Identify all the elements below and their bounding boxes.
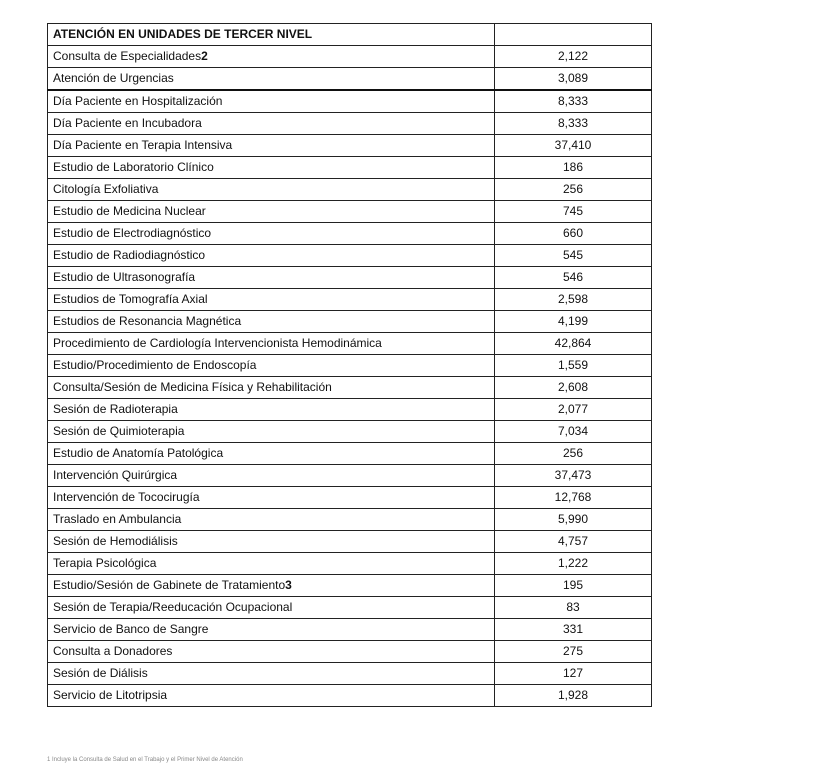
row-label: Procedimiento de Cardiología Intervencionista Hemodinámica [53,336,382,350]
table-row [48,201,652,223]
row-label-cell [48,135,495,157]
row-value: 186 [495,157,652,179]
row-label: Estudios de Tomografía Axial [53,292,208,306]
row-label-cell [48,531,495,553]
row-label: Estudio de Laboratorio Clínico [53,160,214,174]
row-label-cell [48,619,495,641]
table-row [48,113,652,135]
table-row [48,90,652,113]
table-row [48,157,652,179]
row-label-cell [48,465,495,487]
table-row [48,46,652,68]
row-label: Consulta/Sesión de Medicina Física y Rehabilitación [53,380,332,394]
row-value: 5,990 [495,509,652,531]
row-label-cell [48,223,495,245]
row-label: Sesión de Diálisis [53,666,148,680]
table-row [48,575,652,597]
table-row [48,377,652,399]
row-label-cell [48,355,495,377]
row-label-cell [48,179,495,201]
table-row [48,487,652,509]
row-label-cell [48,46,495,68]
table-row [48,68,652,91]
row-value: 3,089 [495,68,652,91]
row-value: 256 [495,443,652,465]
row-value: 83 [495,597,652,619]
table-header-row [48,24,652,46]
row-label: Estudio de Radiodiagnóstico [53,248,206,262]
row-value: 195 [495,575,652,597]
row-label-cell [48,113,495,135]
row-label-cell [48,90,495,113]
row-label: Sesión de Terapia/Reeducación Ocupacional [53,600,293,614]
row-label-cell [48,685,495,707]
row-label: Estudio/Procedimiento de Endoscopía [53,358,257,372]
row-value: 127 [495,663,652,685]
row-label-cell [48,575,495,597]
table-row [48,641,652,663]
table-row [48,267,652,289]
table-row [48,663,652,685]
row-label: Citología Exfoliativa [53,182,159,196]
table-row [48,553,652,575]
table-row [48,333,652,355]
row-value: 1,928 [495,685,652,707]
row-value: 1,222 [495,553,652,575]
row-label: Sesión de Radioterapia [53,402,178,416]
row-label-cell [48,641,495,663]
table-header-value [495,24,652,46]
row-value: 8,333 [495,90,652,113]
row-label: Intervención de Tococirugía [53,490,200,504]
row-value: 256 [495,179,652,201]
row-label-cell [48,201,495,223]
row-label-cell [48,421,495,443]
tariff-table [47,23,652,707]
row-label: Intervención Quirúrgica [53,468,178,482]
row-label: Sesión de Hemodiálisis [53,534,178,548]
row-label-cell [48,333,495,355]
table-row [48,311,652,333]
row-label-cell [48,487,495,509]
row-value: 331 [495,619,652,641]
row-label: Estudio de Electrodiagnóstico [53,226,212,240]
table-row [48,223,652,245]
footnote-marker: 3 [285,578,292,592]
table-row [48,443,652,465]
row-label-cell [48,399,495,421]
row-label: Día Paciente en Hospitalización [53,94,223,108]
row-label-cell [48,267,495,289]
row-label: Terapia Psicológica [53,556,157,570]
row-label: Estudio de Medicina Nuclear [53,204,206,218]
row-label: Día Paciente en Incubadora [53,116,202,130]
row-label: Atención de Urgencias [53,71,174,85]
row-label-cell [48,597,495,619]
table-row [48,597,652,619]
table-title: ATENCIÓN EN UNIDADES DE TERCER NIVEL [48,24,495,46]
row-value: 2,122 [495,46,652,68]
row-value: 745 [495,201,652,223]
row-value: 660 [495,223,652,245]
table-row [48,245,652,267]
row-label: Servicio de Litotripsia [53,688,168,702]
table-row [48,399,652,421]
row-value: 545 [495,245,652,267]
row-label-cell [48,509,495,531]
row-label-cell [48,377,495,399]
row-value: 37,410 [495,135,652,157]
row-label-cell [48,289,495,311]
table-row [48,619,652,641]
row-value: 546 [495,267,652,289]
table-row [48,509,652,531]
row-label: Estudios de Resonancia Magnética [53,314,242,328]
row-label: Sesión de Quimioterapia [53,424,185,438]
row-label: Día Paciente en Terapia Intensiva [53,138,233,152]
row-value: 275 [495,641,652,663]
row-value: 4,757 [495,531,652,553]
row-value: 42,864 [495,333,652,355]
table-row [48,685,652,707]
row-label-cell [48,443,495,465]
row-label: Estudio de Anatomía Patológica [53,446,224,460]
row-value: 12,768 [495,487,652,509]
row-label: Estudio/Sesión de Gabinete de Tratamiento [53,578,286,592]
table-row [48,355,652,377]
row-label: Estudio de Ultrasonografía [53,270,196,284]
row-value: 8,333 [495,113,652,135]
row-label-cell [48,663,495,685]
row-label-cell [48,311,495,333]
table-row [48,421,652,443]
tariff-table-container [47,23,651,707]
footnote-marker: 2 [201,49,208,63]
row-value: 2,608 [495,377,652,399]
row-label: Servicio de Banco de Sangre [53,622,209,636]
row-value: 2,598 [495,289,652,311]
table-row [48,135,652,157]
row-value: 2,077 [495,399,652,421]
table-body [48,46,652,707]
table-row [48,531,652,553]
row-label-cell [48,68,495,91]
table-row [48,289,652,311]
row-value: 1,559 [495,355,652,377]
row-label: Traslado en Ambulancia [53,512,182,526]
table-row [48,179,652,201]
row-value: 37,473 [495,465,652,487]
row-label-cell [48,245,495,267]
footnote: 1 Incluye la Consulta de Salud en el Trabajo y el Primer Nivel de Atención [47,757,243,763]
row-label-cell [48,553,495,575]
row-label-cell [48,157,495,179]
row-value: 4,199 [495,311,652,333]
row-value: 7,034 [495,421,652,443]
table-row [48,465,652,487]
row-label: Consulta de Especialidades [53,49,202,63]
row-label: Consulta a Donadores [53,644,173,658]
